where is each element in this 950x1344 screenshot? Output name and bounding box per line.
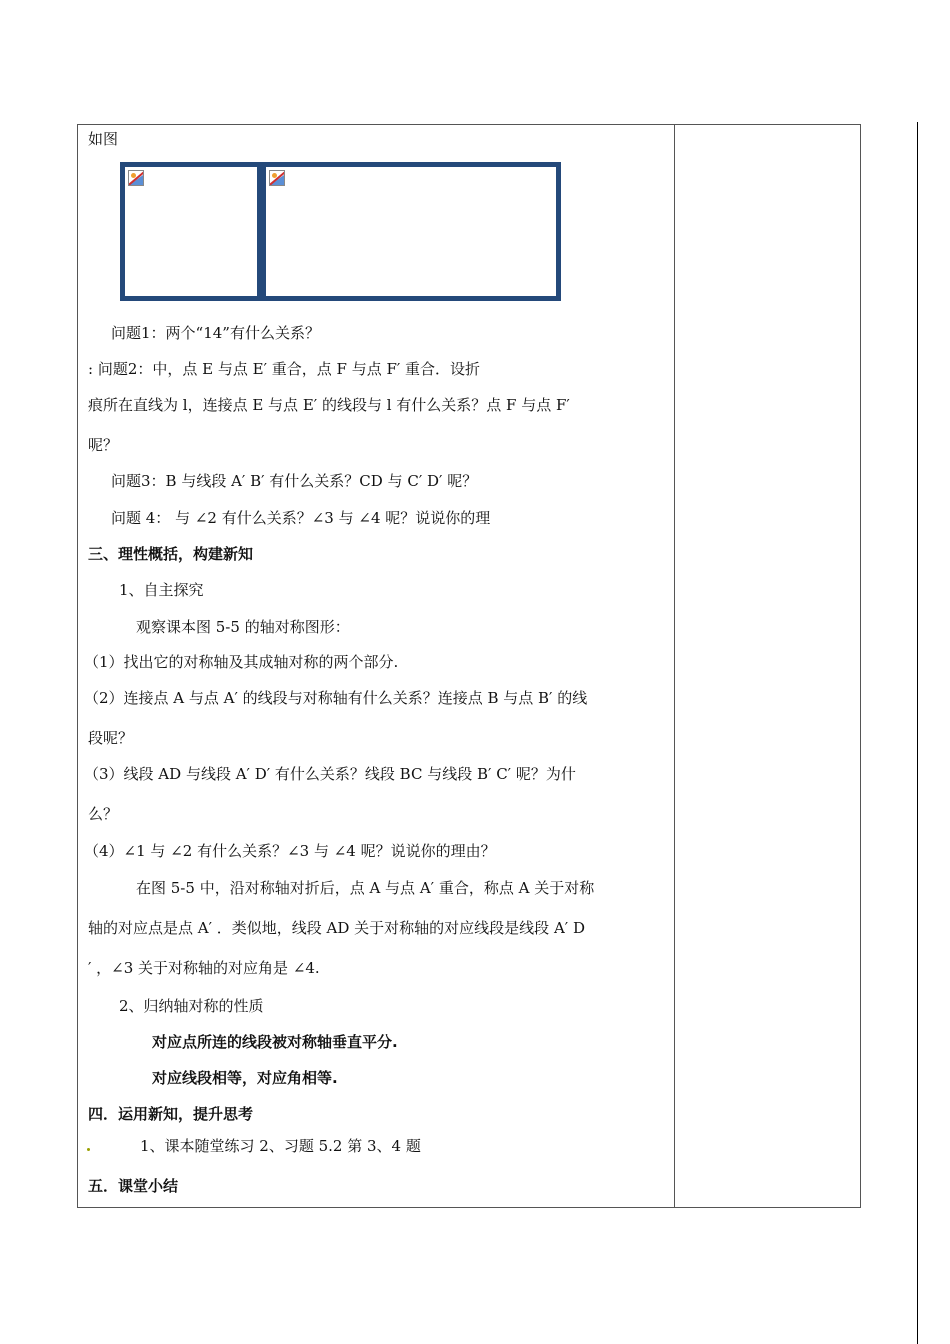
column-divider (674, 125, 675, 1207)
subsection-2-title: 2、归纳轴对称的性质 (119, 997, 264, 1015)
question-4: 问题 4： 与 ∠2 有什么关系？∠3 与 ∠4 呢？说说你的理 (111, 509, 491, 527)
figure-image-right (261, 162, 561, 301)
observe-instruction: 观察课本图 5-5 的轴对称图形： (136, 618, 350, 636)
question-1: 问题1：两个“14”有什么关系？ (111, 324, 320, 342)
question-3: 问题3：B 与线段 A′ B′ 有什么关系？CD 与 C′ D′ 呢？ (111, 472, 478, 490)
lesson-content (78, 125, 674, 1207)
task-item-3-line-1: （3）线段 AD 与线段 A′ D′ 有什么关系？线段 BC 与线段 B′ C′ 呢？为什 (84, 765, 576, 783)
task-item-4: （4）∠1 与 ∠2 有什么关系？∠3 与 ∠4 呢？说说你的理由？ (84, 842, 496, 860)
question-2-line-1: : 问题2：中，点 E 与点 E′ 重合，点 F 与点 F′ 重合．设折 (88, 360, 481, 378)
question-2-line-3: 呢？ (88, 436, 119, 454)
question-2-line-2: 痕所在直线为 l，连接点 E 与点 E′ 的线段与 l 有什么关系？点 F 与点 F′ (88, 396, 570, 414)
subsection-1-title: 1、自主探究 (119, 581, 204, 599)
figure-image-left (120, 162, 262, 301)
section-4-tasks: 1、课本随堂练习 2、习题 5.2 第 3、4 题 (140, 1137, 421, 1155)
task-item-2-line-1: （2）连接点 A 与点 A′ 的线段与对称轴有什么关系？连接点 B 与点 B′ 的线 (84, 689, 588, 707)
broken-image-icon (128, 170, 144, 186)
stray-mark (87, 1148, 90, 1151)
section-4-heading: 四．运用新知，提升思考 (88, 1105, 254, 1123)
section-3-heading: 三、理性概括，构建新知 (88, 545, 254, 563)
intro-text: 如图 (88, 130, 119, 148)
explanation-line-3: ′ ，∠3 关于对称轴的对应角是 ∠4. (88, 959, 320, 977)
property-2: 对应线段相等，对应角相等. (152, 1069, 338, 1087)
broken-image-icon (269, 170, 285, 186)
section-5-heading: 五．课堂小结 (88, 1177, 179, 1195)
property-1: 对应点所连的线段被对称轴垂直平分. (152, 1033, 398, 1051)
task-item-3-line-2: 么？ (88, 805, 119, 823)
page-margin-rule (917, 122, 918, 1344)
explanation-line-2: 轴的对应点是点 A′ ．类似地，线段 AD 关于对称轴的对应线段是线段 A′ D (88, 919, 585, 937)
explanation-line-1: 在图 5-5 中，沿对称轴对折后，点 A 与点 A′ 重合，称点 A 关于对称 (136, 879, 595, 897)
task-item-2-line-2: 段呢？ (88, 729, 134, 747)
task-item-1: （1）找出它的对称轴及其成轴对称的两个部分. (84, 653, 399, 671)
lesson-table (77, 124, 861, 1208)
